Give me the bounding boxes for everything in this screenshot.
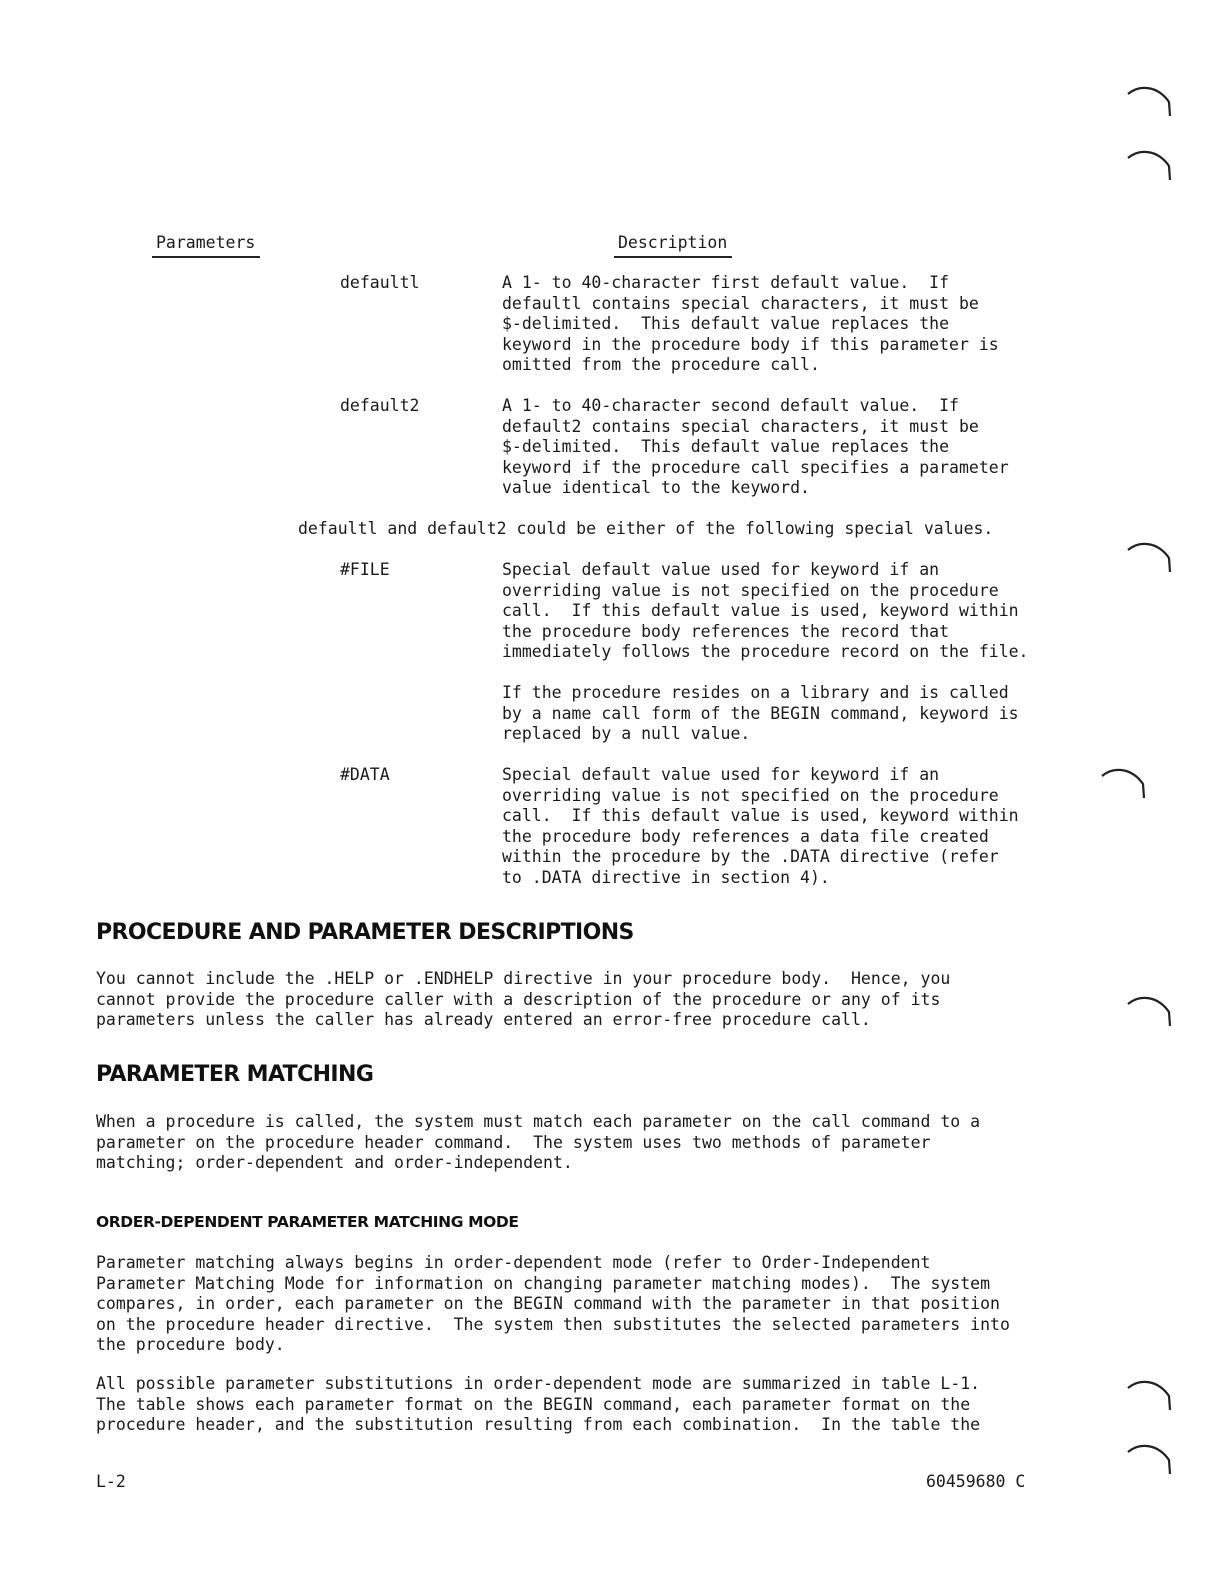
parameters-column-header: Parameters [156, 233, 256, 252]
page-number: L-2 [96, 1472, 126, 1491]
param-name-default2: default2 [340, 396, 420, 415]
binder-hole-mark [1126, 1440, 1172, 1480]
special-value-desc-file-library: If the procedure resides on a library and is called by a name call form of the BEGIN command, keyword is replaced by a null value. [502, 683, 1019, 744]
binder-hole-mark [1100, 764, 1146, 804]
special-value-name-file: #FILE [340, 560, 390, 579]
document-number: 60459680 C [926, 1472, 1026, 1491]
param-name-default1: defaultl [340, 273, 420, 292]
binder-hole-mark [1126, 538, 1172, 578]
subsection-body-order-dependent-2: All possible parameter substitutions in order-dependent mode are summarized in table L-1. The table shows each parameter format on the BEGIN command, each parameter format on the procedure header, and the substitution resulting from each combination. In the table the [96, 1374, 981, 1435]
binder-hole-mark [1126, 82, 1172, 122]
section-body-procedure-descriptions: You cannot include the .HELP or .ENDHELP directive in your procedure body. Hence, you cannot provide the procedure caller with a description of the procedure or any of its parameters unless the caller has already entered an error-free procedure call. [96, 969, 951, 1030]
binder-hole-mark [1126, 146, 1172, 186]
special-value-desc-data: Special default value used for keyword if an overriding value is not specified on the procedure call. If this default value is used, keyword within the procedure body references a data file created within the procedure by the .DATA directive (refer to .DATA directive in section 4). [502, 765, 1019, 887]
subsection-title-order-dependent: ORDER-DEPENDENT PARAMETER MATCHING MODE [96, 1213, 519, 1231]
binder-hole-mark [1126, 992, 1172, 1032]
description-header-underline [614, 256, 732, 258]
section-title-procedure-descriptions: PROCEDURE AND PARAMETER DESCRIPTIONS [96, 920, 634, 945]
special-values-intro: defaultl and default2 could be either of the following special values. [298, 519, 994, 538]
section-title-parameter-matching: PARAMETER MATCHING [96, 1062, 374, 1087]
param-desc-default1: A 1- to 40-character first default value. If defaultl contains special characters, it must be $-delimited. This default value replaces the keyword in the procedure body if this parameter is omitted from the procedure call. [502, 273, 999, 375]
section-body-parameter-matching: When a procedure is called, the system must match each parameter on the call command to a parameter on the procedure header command. The system uses two methods of parameter matching; order-dependent and order-independent. [96, 1112, 981, 1173]
special-value-desc-file: Special default value used for keyword if an overriding value is not specified on the procedure call. If this default value is used, keyword within the procedure body references the record that immediately follows the procedure record on the file. [502, 560, 1029, 662]
parameters-header-underline [152, 256, 260, 258]
subsection-body-order-dependent-1: Parameter matching always begins in order-dependent mode (refer to Order-Independent Parameter Matching Mode for information on changing parameter matching modes). The system compares, in order, each parameter on the BEGIN command with the parameter in that position on the procedure header directive. The system then substitutes the selected parameters into the procedure body. [96, 1253, 1010, 1355]
param-desc-default2: A 1- to 40-character second default value. If default2 contains special characters, it must be $-delimited. This default value replaces the keyword if the procedure call specifies a parameter value identical to the keyword. [502, 396, 1009, 498]
description-column-header: Description [618, 233, 728, 252]
binder-hole-mark [1126, 1376, 1172, 1416]
special-value-name-data: #DATA [340, 765, 390, 784]
